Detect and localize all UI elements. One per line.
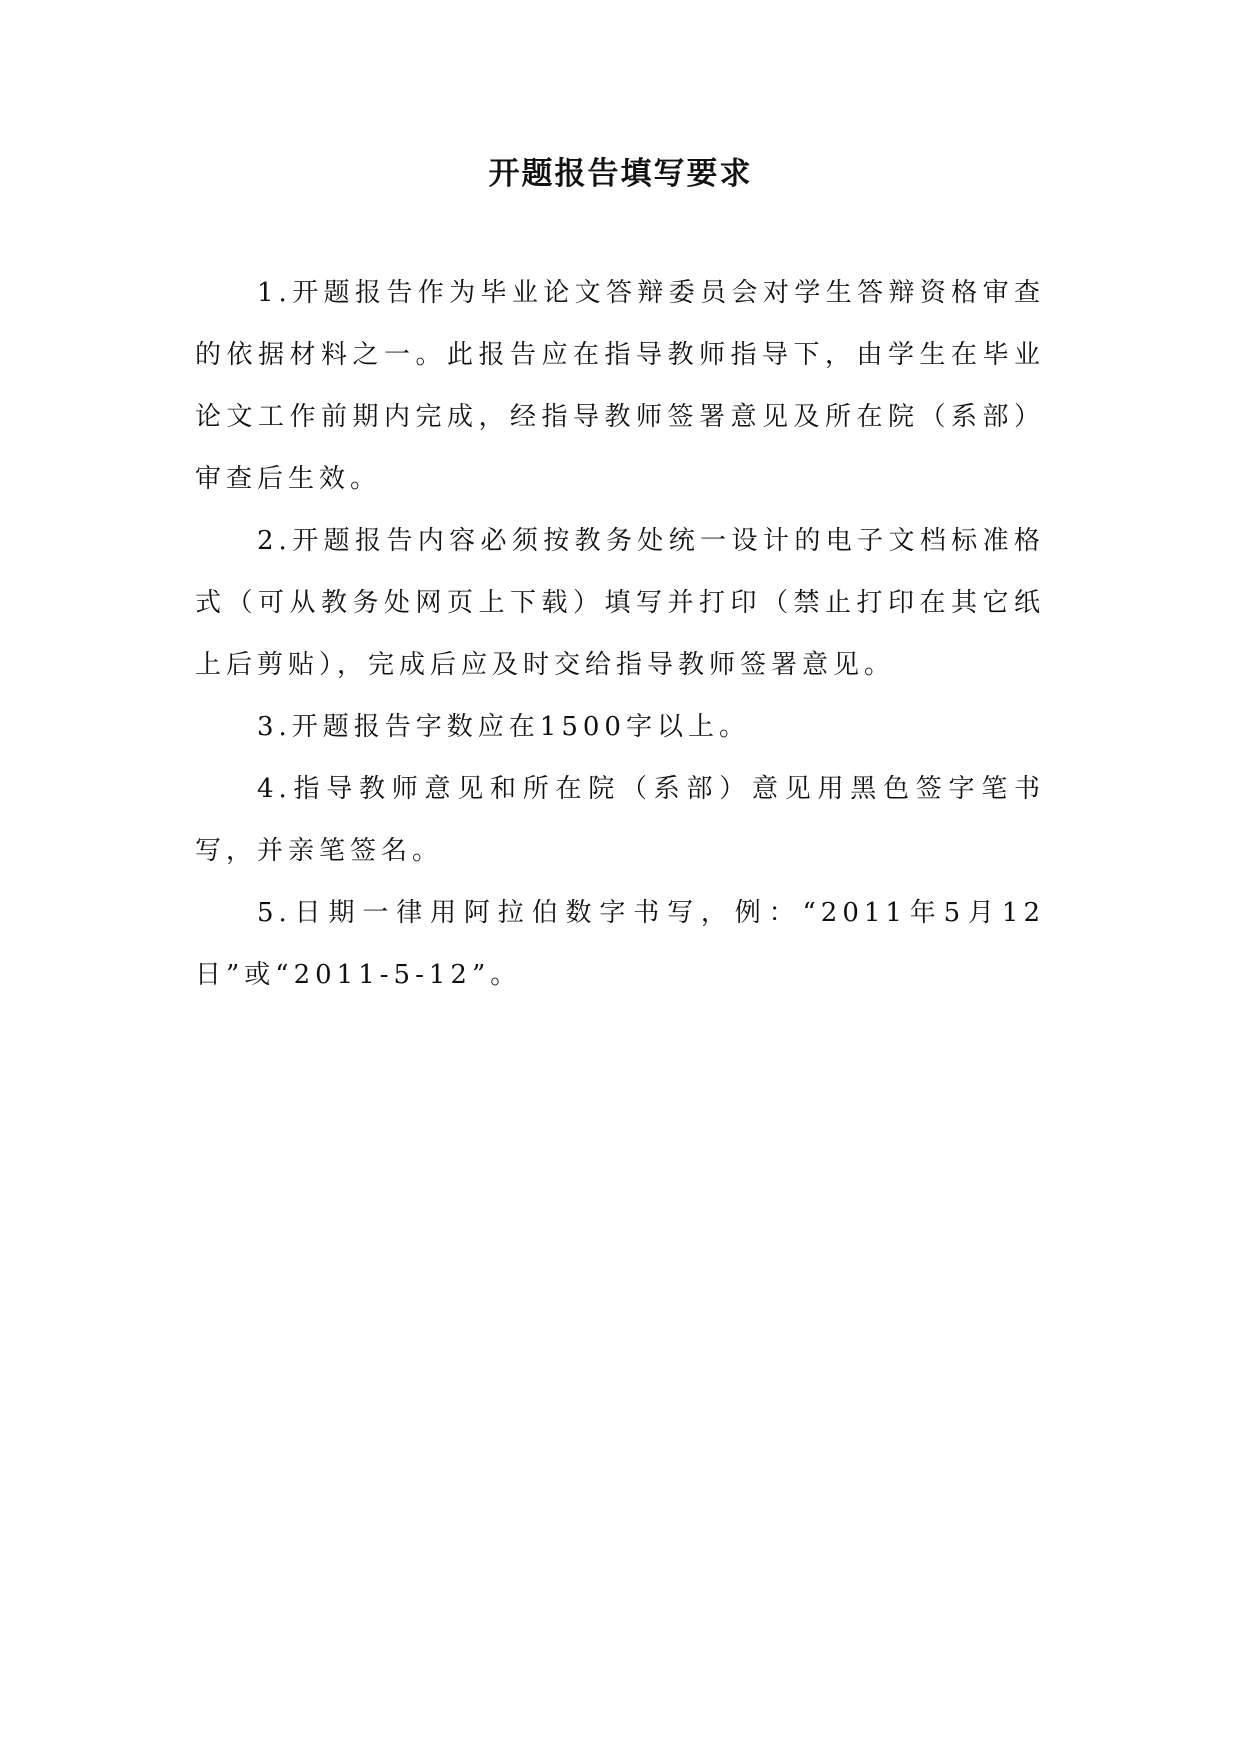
- requirement-item-5: 5.日期一律用阿拉伯数字书写，例：“2011年5月12日”或“2011-5-12”。: [195, 898, 1045, 990]
- page-title: 开题报告填写要求: [488, 156, 753, 192]
- requirement-item-2: 2.开题报告内容必须按教务处统一设计的电子文档标准格式（可从教务处网页上下载）填写并打印（禁止打印在其它纸上后剪贴），完成后应及时交给指导教师签署意见。: [195, 526, 1045, 680]
- requirement-item-3: 3.开题报告字数应在1500字以上。: [257, 712, 750, 742]
- requirement-item-1: 1.开题报告作为毕业论文答辩委员会对学生答辩资格审查的依据材料之一。此报告应在指导教师指导下，由学生在毕业论文工作前期内完成，经指导教师签署意见及所在院（系部）审查后生效。: [195, 278, 1045, 494]
- requirements-list: [195, 262, 1045, 1006]
- requirement-item-4: 4.指导教师意见和所在院（系部）意见用黑色签字笔书写，并亲笔签名。: [195, 774, 1045, 866]
